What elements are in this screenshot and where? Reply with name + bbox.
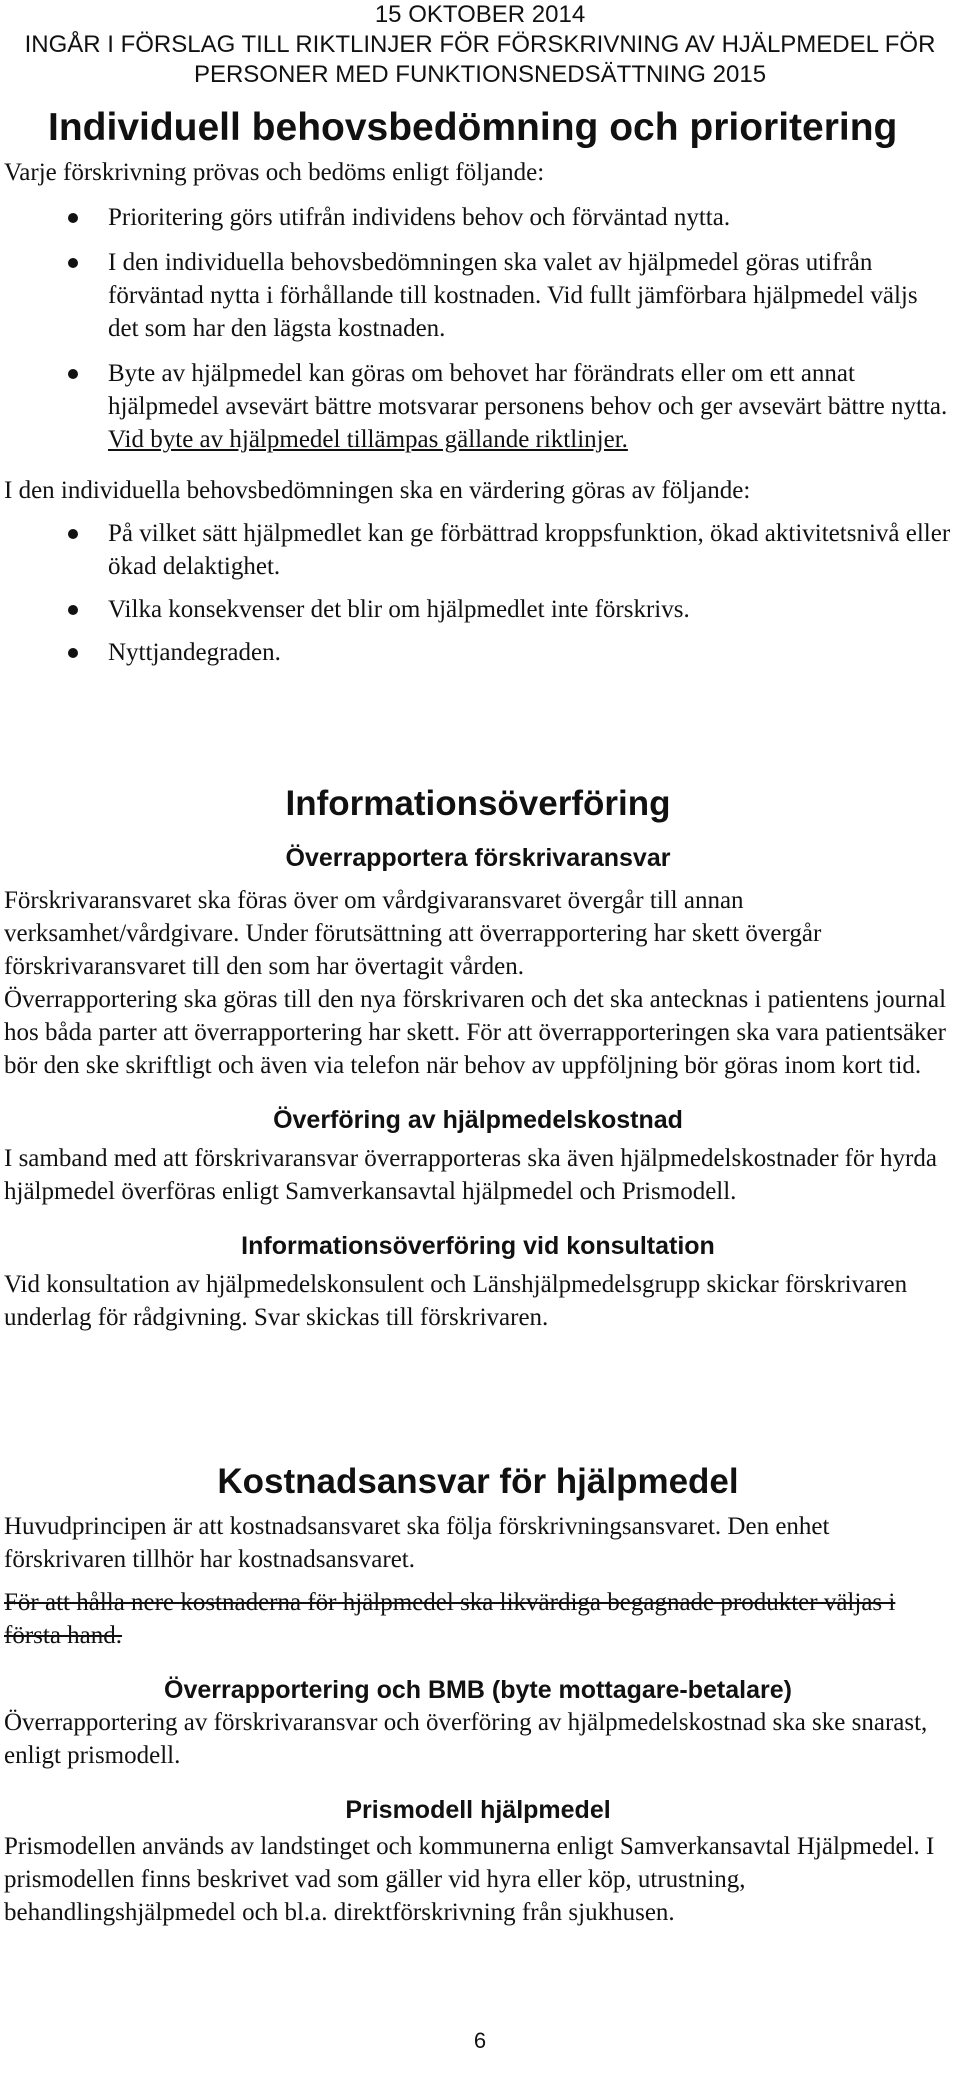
subsection-title: Prismodell hjälpmedel	[345, 1796, 611, 1824]
list-item: På vilket sätt hjälpmedlet kan ge förbättrad kroppsfunktion, ökad aktivitetsnivå eller ökad delaktighet.	[4, 517, 952, 583]
list-item: I den individuella behovsbedömningen ska valet av hjälpmedel göras utifrån förväntad nytta i förhållande till kostnaden. Vid fullt jämförbara hjälpmedel väljs det som har den lägsta kostnaden.	[4, 246, 952, 345]
list-item: Byte av hjälpmedel kan göras om behovet har förändrats eller om ett annat hjälpmedel avsevärt bättre motsvarar personens behov och ger avsevärt bättre nytta. Vid byte av hjälpmedel tillämpas gällande riktlinjer.	[4, 357, 952, 456]
header-date: 15 OKTOBER 2014	[374, 1, 586, 28]
subsection-title: Informationsöverföring vid konsultation	[241, 1232, 715, 1260]
subsection-title: Överföring av hjälpmedelskostnad	[273, 1106, 683, 1134]
paragraph: Vid konsultation av hjälpmedelskonsulent och Länshjälpmedelsgrupp skickar förskrivaren underlag för rådgivning. Svar skickas till förskrivaren.	[4, 1271, 908, 1331]
bullet-icon	[68, 258, 78, 268]
list-item: Nyttjandegraden.	[4, 636, 952, 669]
section-behovsbedomning	[4, 156, 952, 669]
underlined-text: Vid byte av hjälpmedel tillämpas gällande riktlinjer.	[108, 426, 628, 453]
subsection-title: Överrapportera förskrivaransvar	[285, 844, 671, 872]
paragraph: Huvudprincipen är att kostnadsansvaret ska följa förskrivningsansvaret. Den enhet förskrivaren tillhör har kostnadsansvaret.	[4, 1513, 830, 1573]
paragraph: Prismodellen används av landstinget och kommunerna enligt Samverkansavtal Hjälpmedel. I prismodellen finns beskrivet vad som gäller vid hyra eller köp, utrustning, behandlingshjälpmedel och bl.a. direktförskrivning från sjukhusen.	[4, 1833, 935, 1926]
header-line-1: INGÅR I FÖRSLAG TILL RIKTLINJER FÖR FÖRSKRIVNING AV HJÄLPMEDEL FÖR	[24, 31, 936, 58]
section-kostnadsansvar	[4, 1460, 952, 1929]
section-title-informationsoverforing: Informationsöverföring	[285, 784, 671, 823]
page-number: 6	[473, 2028, 487, 2053]
paragraph: I samband med att förskrivaransvar överrapporteras ska även hjälpmedelskostnader för hyrda hjälpmedel överföras enligt Samverkansavtal hjälpmedel och Prismodell.	[4, 1145, 937, 1205]
prioritization-list	[4, 201, 952, 456]
section-title-kostnadsansvar: Kostnadsansvar för hjälpmedel	[217, 1462, 739, 1501]
subsection-title: Överrapportering och BMB (byte mottagare-betalare)	[164, 1676, 792, 1704]
intro-paragraph-2: I den individuella behovsbedömningen ska en värdering göras av följande:	[4, 477, 751, 504]
bullet-icon	[68, 369, 78, 379]
list-item: Vilka konsekvenser det blir om hjälpmedlet inte förskrivs.	[4, 593, 952, 626]
bullet-icon	[68, 648, 78, 658]
bullet-icon	[68, 605, 78, 615]
header-line-2: PERSONER MED FUNKTIONSNEDSÄTTNING 2015	[193, 61, 767, 88]
paragraph: Förskrivaransvaret ska föras över om vårdgivaransvaret övergår till annan verksamhet/vårdgivare. Under förutsättning att överrapportering har skett övergår förskrivaransvaret till den som har övertagit vården.	[4, 887, 822, 980]
paragraph: Överrapportering av förskrivaransvar och överföring av hjälpmedelskostnad ska ske snarast, enligt prismodell.	[4, 1709, 928, 1769]
section-informationsoverforing	[4, 782, 952, 1334]
paragraph: Överrapportering ska göras till den nya förskrivaren och det ska antecknas i patientens journal hos båda parter att överrapportering har skett. För att överrapporteringen ska vara patientsäker bör den ske skriftligt och även via telefon när behov av uppföljning bör göras inom kort tid.	[4, 986, 947, 1079]
intro-paragraph: Varje förskrivning prövas och bedöms enligt följande:	[4, 159, 545, 186]
bullet-icon	[68, 213, 78, 223]
section-title-behovsbedomning: Individuell behovsbedömning och prioritering	[48, 106, 898, 149]
list-item: Prioritering görs utifrån individens behov och förväntad nytta.	[4, 201, 952, 234]
struck-paragraph: För att hålla nere kostnaderna för hjälpmedel ska likvärdiga begagnade produkter väljas i första hand.	[4, 1589, 896, 1649]
evaluation-list	[4, 517, 952, 669]
document-header	[0, 0, 960, 90]
bullet-icon	[68, 529, 78, 539]
